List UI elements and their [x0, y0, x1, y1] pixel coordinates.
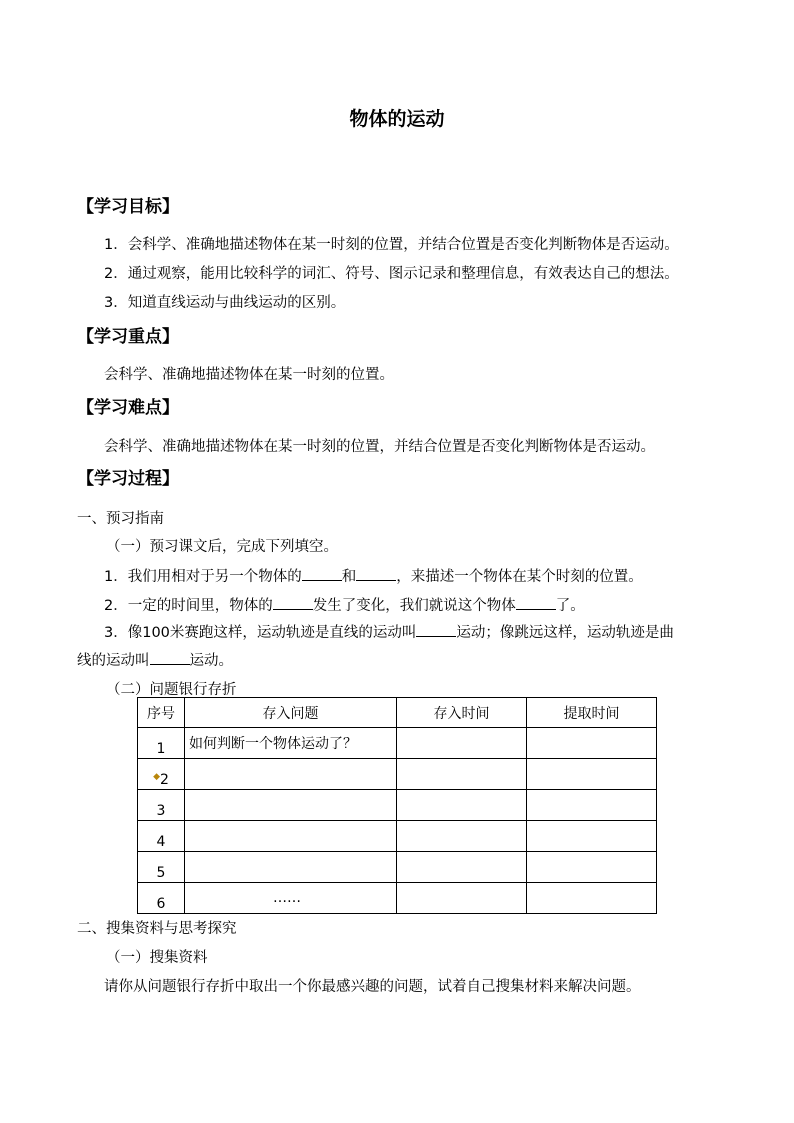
mark-dot-icon: ◆: [153, 772, 160, 782]
table-row: [138, 821, 657, 852]
table-row: [138, 852, 657, 883]
header-withdraw-time: 提取时间: [527, 698, 657, 728]
table-header-row: [138, 698, 657, 728]
sub3-title: （一）搜集资料: [106, 950, 208, 966]
row-num: 6: [138, 883, 185, 914]
difficulty-text: 会科学、准确地描述物体在某一时刻的位置，并结合位置是否变化判断物体是否运动。: [104, 439, 655, 455]
process-heading: 【学习过程】: [77, 469, 179, 489]
q1-blank-2[interactable]: [356, 566, 396, 581]
goals-heading: 【学习目标】: [77, 197, 179, 217]
row-question[interactable]: [185, 790, 397, 821]
row-question[interactable]: [185, 852, 397, 883]
row-withdraw-time[interactable]: [527, 728, 657, 759]
row-deposit-time[interactable]: [397, 852, 527, 883]
q2-blank-1[interactable]: [273, 595, 313, 610]
q3-blank-1[interactable]: [416, 622, 456, 637]
row-num: ◆2: [138, 759, 185, 790]
row-num: 5: [138, 852, 185, 883]
row-withdraw-time[interactable]: [527, 790, 657, 821]
row-deposit-time[interactable]: [397, 883, 527, 914]
page-title: 物体的运动: [349, 108, 445, 130]
fill-question-3-line2: [77, 649, 233, 670]
part1-title: 一、预习指南: [77, 511, 164, 527]
row-withdraw-time[interactable]: [527, 852, 657, 883]
sub2-title: （二）问题银行存折: [106, 682, 237, 698]
header-deposit-time: 存入时间: [397, 698, 527, 728]
row-question[interactable]: ……: [185, 883, 397, 914]
row-withdraw-time[interactable]: [527, 759, 657, 790]
row-question[interactable]: [185, 821, 397, 852]
goal-item-3: 3．知道直线运动与曲线运动的区别。: [104, 295, 346, 311]
row-deposit-time[interactable]: [397, 821, 527, 852]
row-deposit-time[interactable]: [397, 728, 527, 759]
q2-part-b: 发生了变化，我们就说这个物体: [312, 598, 516, 614]
table-row: [138, 728, 657, 759]
row-withdraw-time[interactable]: [527, 821, 657, 852]
q1-part-b: 和: [341, 569, 357, 585]
q3-line2-b: 运动。: [189, 653, 233, 669]
goal-item-1: 1．会科学、准确地描述物体在某一时刻的位置，并结合位置是否变化判断物体是否运动。: [104, 237, 679, 253]
q1-part-c: ，来描述一个物体在某个时刻的位置。: [396, 569, 643, 585]
row-num: 3: [138, 790, 185, 821]
table-row: [138, 759, 657, 790]
q2-part-a: 2．一定的时间里，物体的: [104, 598, 273, 614]
q3-part-b: 运动；像跳远这样，运动轨迹是曲: [456, 625, 674, 641]
row-num: 4: [138, 821, 185, 852]
q3-part-a: 3．像100米赛跑这样，运动轨迹是直线的运动叫: [104, 625, 417, 641]
fill-question-3: [104, 621, 674, 642]
q3-blank-2[interactable]: [150, 650, 190, 665]
q2-part-c: 了。: [555, 598, 585, 614]
difficulty-heading: 【学习难点】: [77, 398, 179, 418]
q2-blank-2[interactable]: [516, 595, 556, 610]
sub3-text: 请你从问题银行存折中取出一个你最感兴趣的问题，试着自己搜集材料来解决问题。: [104, 979, 641, 995]
fill-question-1: [104, 565, 643, 586]
q3-line2-a: 线的运动叫: [77, 653, 150, 669]
question-bank-table: [137, 697, 657, 914]
table-row: [138, 790, 657, 821]
part2-title: 二、搜集资料与思考探究: [77, 921, 237, 937]
q1-blank-1[interactable]: [302, 566, 342, 581]
fill-question-2: [104, 594, 585, 615]
focus-heading: 【学习重点】: [77, 327, 179, 347]
goal-item-2: 2．通过观察，能用比较科学的词汇、符号、图示记录和整理信息，有效表达自己的想法。: [104, 266, 679, 282]
table-row: [138, 883, 657, 914]
row-deposit-time[interactable]: [397, 790, 527, 821]
row-question[interactable]: 如何判断一个物体运动了？: [185, 728, 397, 759]
q1-part-a: 1．我们用相对于另一个物体的: [104, 569, 302, 585]
row-question[interactable]: [185, 759, 397, 790]
header-num: 序号: [138, 698, 185, 728]
row-deposit-time[interactable]: [397, 759, 527, 790]
focus-text: 会科学、准确地描述物体在某一时刻的位置。: [104, 367, 394, 383]
row-withdraw-time[interactable]: [527, 883, 657, 914]
row-num: 1: [138, 728, 185, 759]
header-question: 存入问题: [185, 698, 397, 728]
sub1-title: （一）预习课文后，完成下列填空。: [106, 539, 338, 555]
